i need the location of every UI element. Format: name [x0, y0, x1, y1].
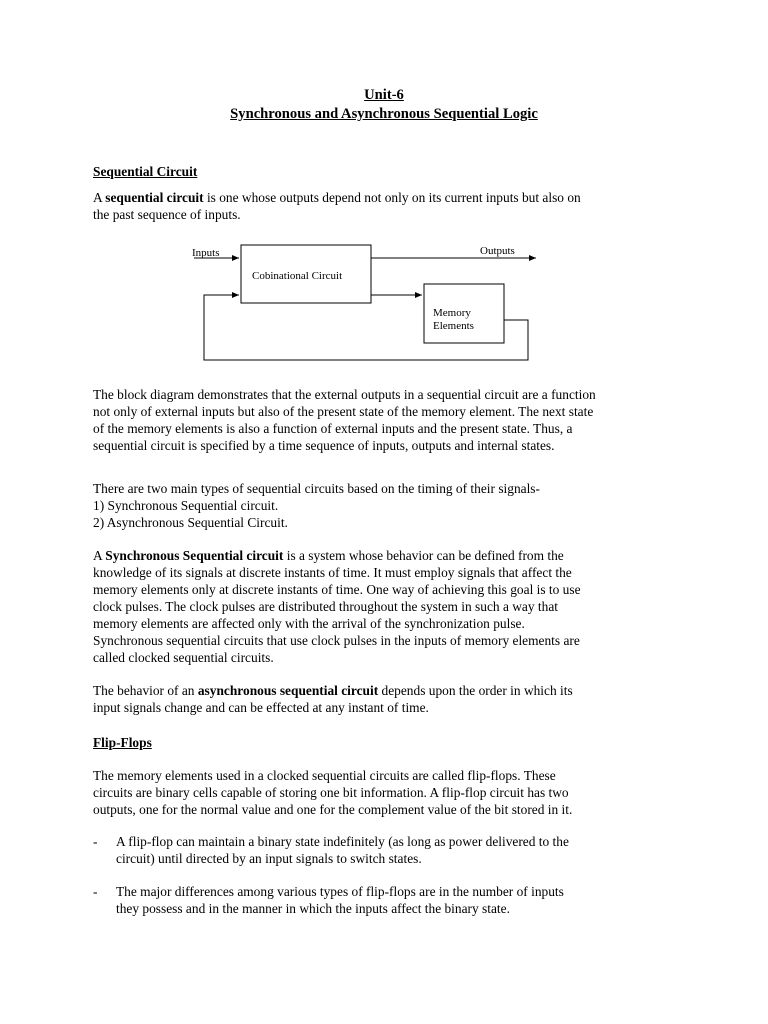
paragraph-line: circuits are binary cells capable of storing one bit information. A flip-flop circuit has two [93, 785, 569, 800]
bullet-line: circuit) until directed by an input signals to switch states. [116, 851, 422, 866]
paragraph-line: not only of external inputs but also of the present state of the memory element. The next state [93, 404, 594, 419]
paragraph-line: input signals change and can be effected at any instant of time. [93, 700, 429, 715]
outputs-label: Outputs [480, 245, 515, 257]
bullet-line: A flip-flop can maintain a binary state indefinitely (as long as power delivered to the [116, 834, 569, 849]
paragraph-line: of the memory elements is also a function of external inputs and the present state. Thus, a [93, 421, 573, 436]
sequential-intro-paragraph [93, 189, 683, 223]
block-diagram-paragraph [93, 386, 683, 454]
types-paragraph [93, 480, 683, 531]
asynchronous-paragraph [93, 682, 683, 716]
bullet-line: they possess and in the manner in which the inputs affect the binary state. [116, 901, 510, 916]
sequential-circuit-term: sequential circuit [105, 190, 204, 205]
paragraph-line: memory elements are affected only with the arrival of the synchronization pulse. [93, 616, 525, 631]
paragraph-line: sequential circuit is specified by a time sequence of inputs, outputs and internal states. [93, 438, 555, 453]
paragraph-line: memory elements only at discrete instants of time. One way of achieving this goal is to use [93, 582, 581, 597]
flip-flops-heading: Flip-Flops [93, 735, 152, 750]
bullet-dash: - [93, 834, 98, 849]
sequential-circuit-heading: Sequential Circuit [93, 164, 198, 179]
elements-label: Elements [433, 320, 474, 332]
paragraph-line: Synchronous sequential circuits that use clock pulses in the inputs of memory elements are [93, 633, 580, 648]
list-item: 1) Synchronous Sequential circuit. [93, 498, 279, 513]
asynchronous-term: asynchronous sequential circuit [197, 683, 379, 698]
synchronous-paragraph [93, 547, 683, 666]
unit-title: Unit-6 [364, 87, 404, 103]
intro-line-1: A sequential circuit is one whose outputs depend not only on its current inputs but also on [93, 190, 581, 205]
list-item [93, 883, 693, 917]
paragraph-line: knowledge of its signals at discrete instants of time. It must employ signals that affect the [93, 565, 572, 580]
feedback-loop [204, 295, 528, 360]
list-item [93, 833, 693, 867]
synchronous-term: Synchronous Sequential circuit [105, 548, 284, 563]
sequential-block-diagram [180, 236, 540, 366]
paragraph-line: There are two main types of sequential circuits based on the timing of their signals- [93, 481, 540, 496]
paragraph-line: The memory elements used in a clocked sequential circuits are called flip-flops. These [93, 768, 556, 783]
flip-flops-paragraph [93, 767, 683, 818]
paragraph-line: The block diagram demonstrates that the external outputs in a sequential circuit are a function [93, 387, 596, 402]
document-title: Synchronous and Asynchronous Sequential Logic [230, 106, 538, 122]
paragraph-line: called clocked sequential circuits. [93, 650, 274, 665]
bullet-line: The major differences among various types of flip-flops are in the number of inputs [116, 884, 564, 899]
bullet-dash: - [93, 884, 98, 899]
paragraph-line: clock pulses. The clock pulses are distributed throughout the system in such a way that [93, 599, 558, 614]
memory-label: Memory [433, 307, 471, 319]
inputs-label: Inputs [192, 247, 220, 259]
list-item: 2) Asynchronous Sequential Circuit. [93, 515, 288, 530]
paragraph-line: outputs, one for the normal value and one for the complement value of the bit stored in it. [93, 802, 573, 817]
paragraph-line: A Synchronous Sequential circuit is a system whose behavior can be defined from the [93, 548, 564, 563]
paragraph-line: The behavior of an asynchronous sequential circuit depends upon the order in which its [93, 683, 573, 698]
intro-line-2: the past sequence of inputs. [93, 207, 241, 222]
combinational-circuit-label: Cobinational Circuit [252, 270, 343, 282]
